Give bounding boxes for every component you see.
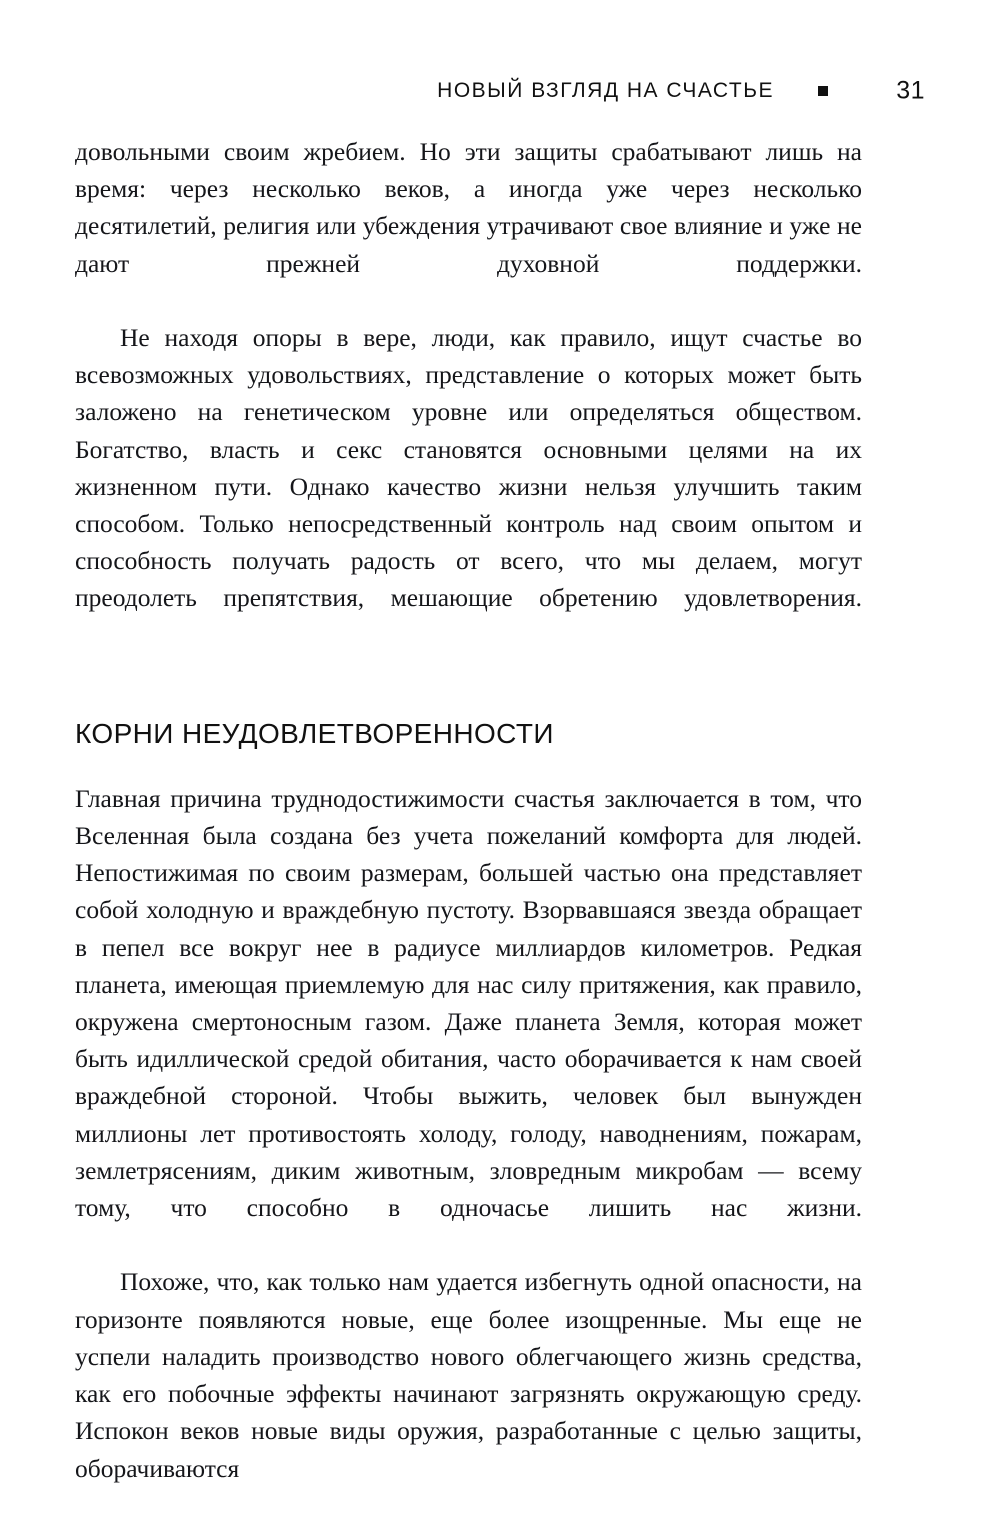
text-column bbox=[75, 133, 862, 1524]
paragraph: Главная причина труднодостижимости счастья заключается в том, что Вселенная была создана без учета пожеланий комфорта для людей. Непостижимая по своим размерам, большей частью она представляет собой холодную и враждебную пустоту. Взорвавшаяся звезда обращает в пепел все вокруг нее в радиусе миллиардов километров. Редкая планета, имеющая приемлемую для нас силу притяжения, как правило, окружена смертоносным газом. Даже планета Земля, которая может быть идиллической средой обитания, часто оборачивается к нам своей враждебной стороной. Чтобы выжить, человек был вынужден миллионы лет противостоять холоду, голоду, наводнениям, пожарам, землетрясениям, диким животным, зловредным микробам — всему тому, что способно в одночасье лишить нас жизни. bbox=[75, 783, 862, 1223]
square-bullet-icon bbox=[818, 86, 828, 96]
page-number: 31 bbox=[896, 76, 925, 105]
paragraph: Не находя опоры в вере, люди, как правило, ищут счастье во всевозможных удовольствиях, представление о которых может быть заложено на генетическом уровне или определяться обществом. Богатство, власть и секс становятся основными целями на их жизненном пути. Однако качество жизни нельзя улучшить таким способом. Только непосредственный контроль над своим опытом и способность получать радость от всего, что мы делаем, могут преодолеть препятствия, мешающие обретению удовлетворения. bbox=[75, 323, 862, 613]
running-head bbox=[75, 74, 925, 108]
section-heading: КОРНИ НЕУДОВЛЕТВОРЕННОСТИ bbox=[75, 717, 554, 749]
spacer-after-heading bbox=[75, 750, 862, 780]
spacer-before-heading bbox=[75, 654, 862, 718]
running-head-title: НОВЫЙ ВЗГЛЯД НА СЧАСТЬЕ bbox=[437, 79, 774, 102]
paragraph-continuation: довольными своим жребием. Но эти защиты срабатывают лишь на время: через несколько веков, а иногда уже через несколько десятилетий, религия или убеждения утрачивают свое влияние и уже не дают прежней духовной поддержки. bbox=[75, 137, 862, 278]
paragraph: Похоже, что, как только нам удается избегнуть одной опасности, на горизонте появляются новые, еще более изощренные. Мы еще не успели наладить производство нового облегчающего жизнь средства, как его побочные эффекты начинают загрязнять окружающую среду. Испокон веков новые виды оружия, разработанные с целью защиты, оборачиваются bbox=[75, 1267, 862, 1483]
